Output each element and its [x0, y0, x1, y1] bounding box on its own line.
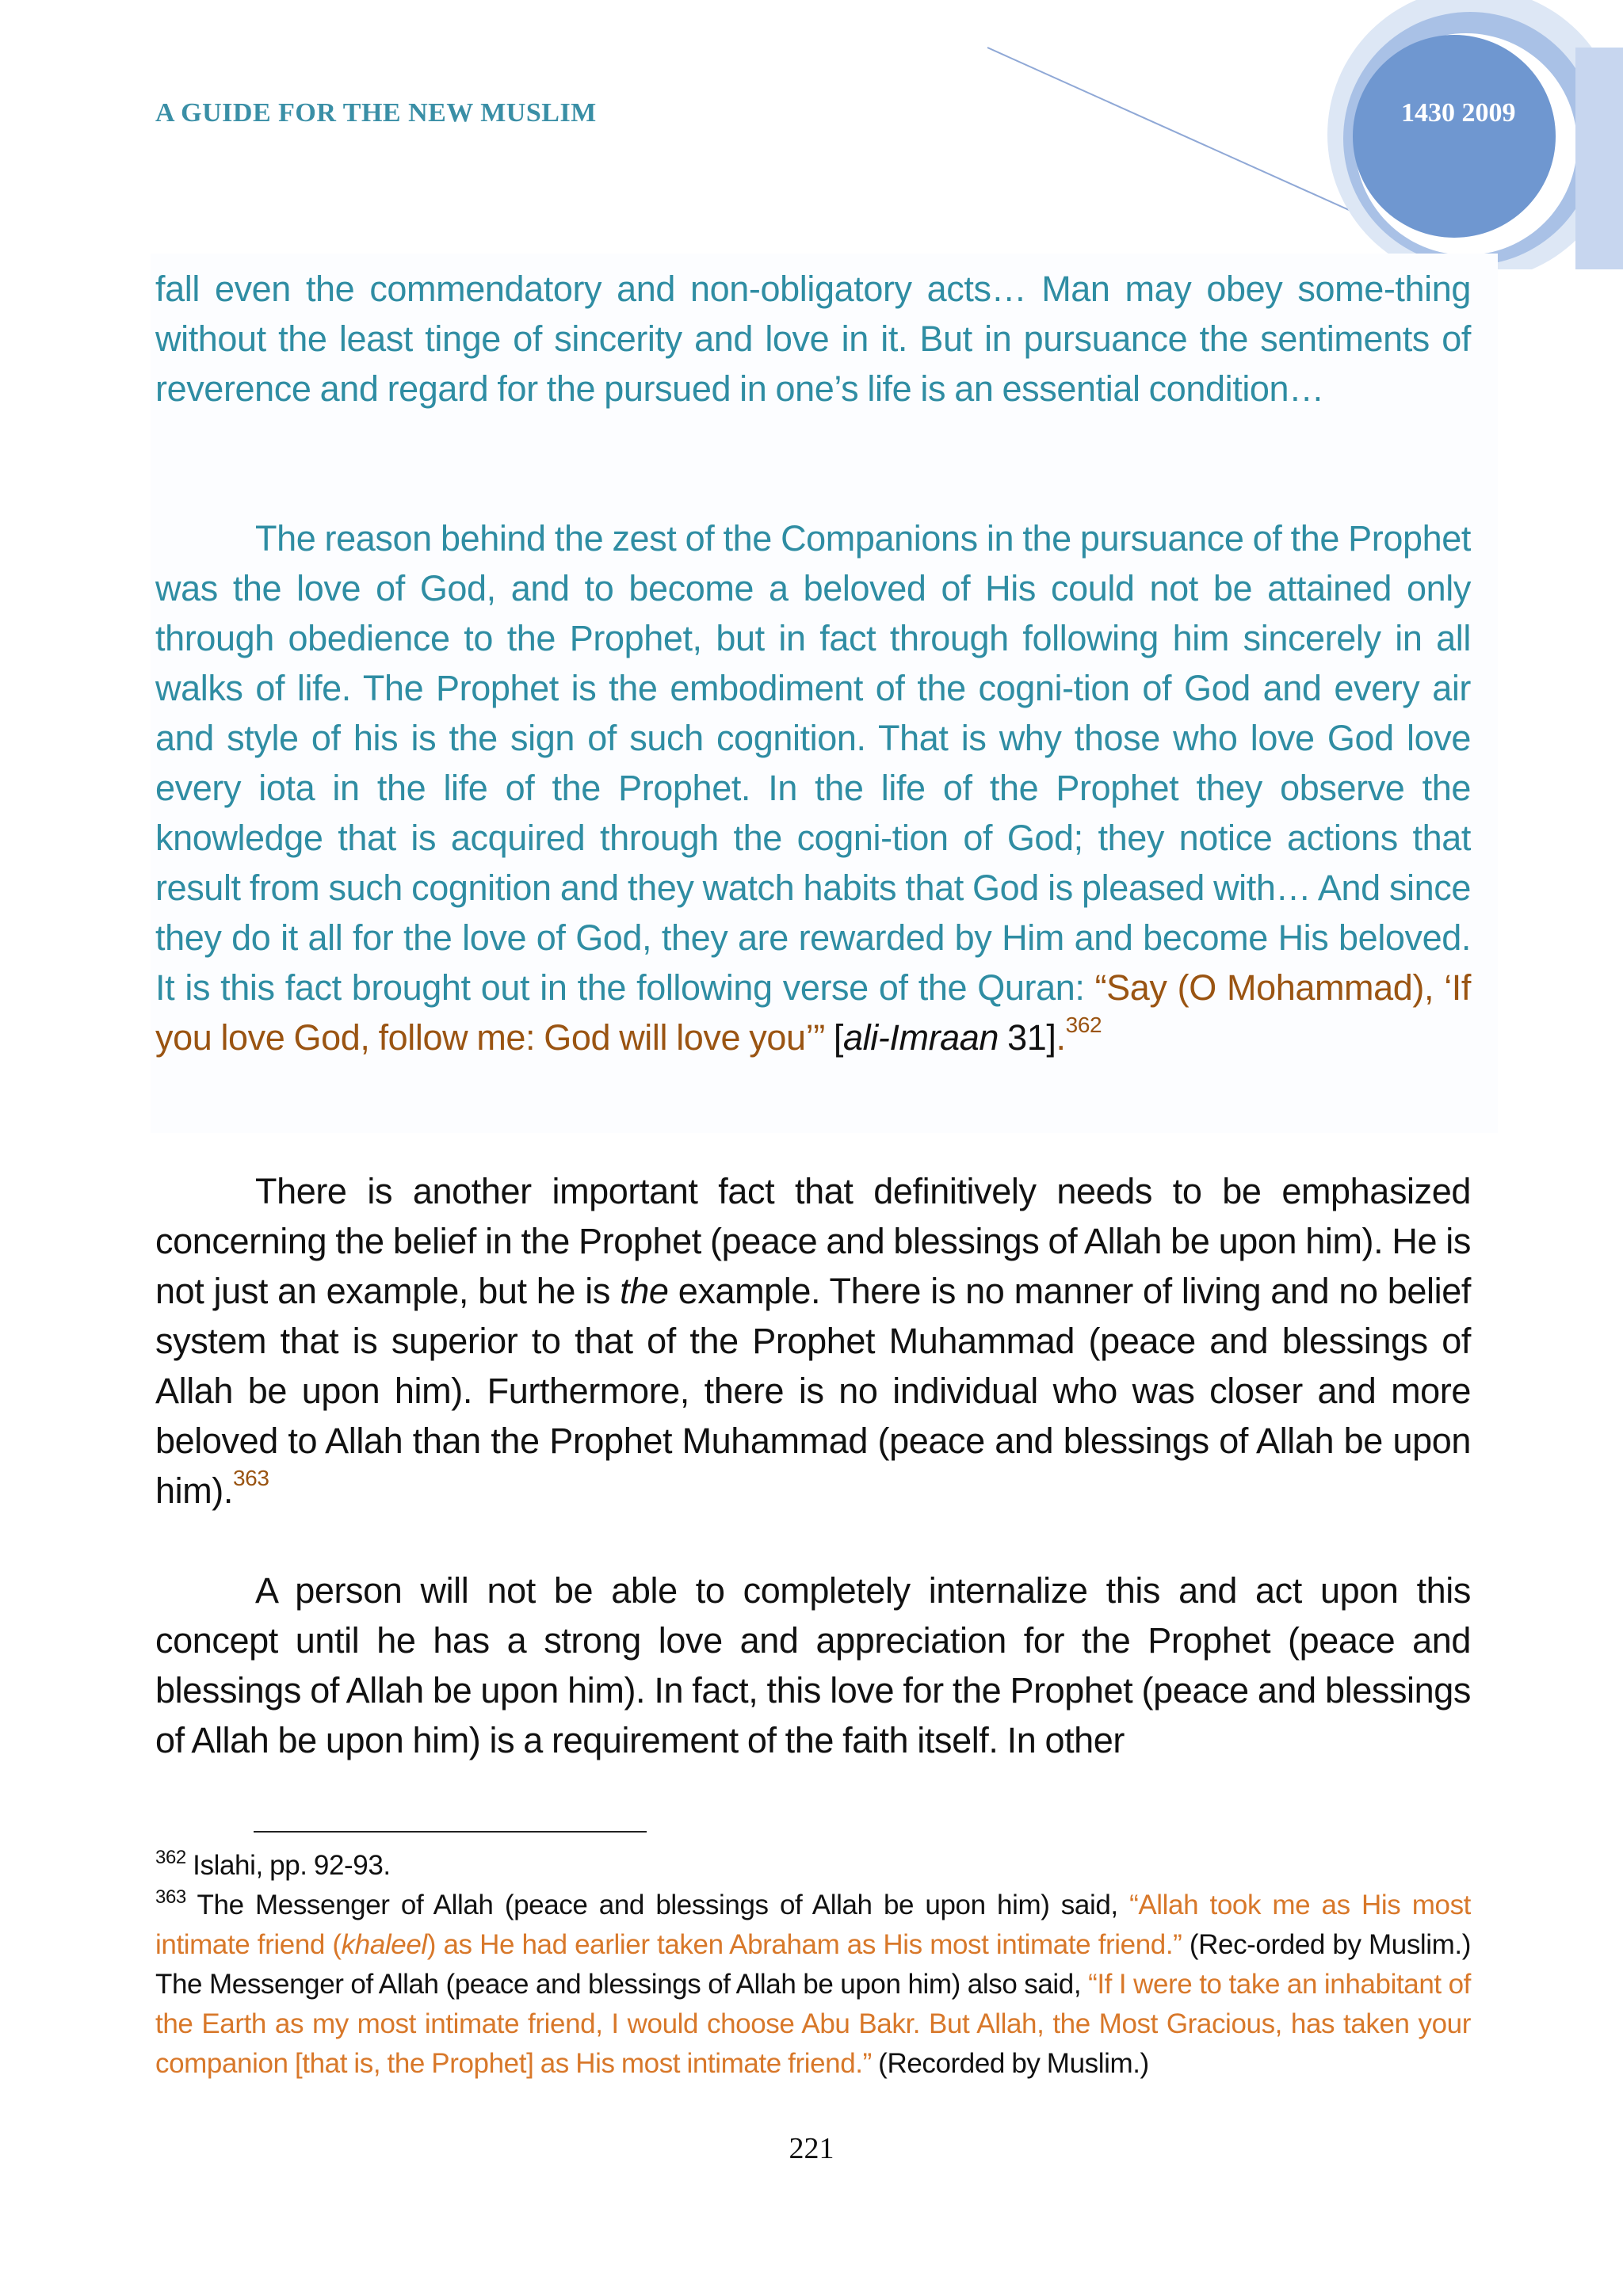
paragraph-the-example: [155, 1166, 1471, 1516]
footnote-separator: [254, 1831, 647, 1833]
running-header-year: 1430 2009: [1401, 98, 1516, 128]
hadith-quote-1: “Allah took me as His most intimate friend (: [155, 1890, 1471, 1960]
paragraph-text: The reason behind the zest of the Companions in the pursuance of the Prophet was the love of God, and to become a beloved of His could not be attained only through obedience to the Prophet, but in fact through following him sincerely in all walks of life. The Prophet is the embodiment of the cogni-tion of God and every air and style of his is the sign of such cognition. That is why those who love God love every iota in the life of the Prophet. In the life of the Prophet they observe the knowledge that is acquired through the cogni-tion of God; they notice actions that result from such cognition and they watch habits that God is pleased with… And since they do it all for the love of God, they are rewarded by Him and become His beloved. It is this fact brought out in the following verse of the Quran:: [155, 518, 1471, 1008]
quran-verse-quote: “Say (O Mohammad), ‘If you love God, follow me: God will love you’”: [155, 967, 1471, 1058]
footnote-number: 363: [155, 1886, 186, 1908]
hadith-quote-1-term: khaleel: [341, 1929, 427, 1960]
footnote-text: (Rec-orded by Muslim.) The Messenger of Allah (peace and blessings of Allah be upon him) also said,: [155, 1929, 1472, 2000]
paragraph-text: example. There is no manner of living and no belief system that is superior to that of the Prophet Muhammad (peace and blessings of Allah be upon him). Furthermore, there is no individual who was closer and more beloved to Allah than the Prophet Muhammad (peace and blessings of Allah be upon him).: [155, 1271, 1471, 1511]
running-header-title: A GUIDE FOR THE NEW MUSLIM: [155, 98, 597, 128]
footnote-ref-362[interactable]: 362: [1065, 1013, 1102, 1037]
footnote-text: (Recorded by Muslim.): [871, 2048, 1149, 2079]
footnote-text: The Messenger of Allah (peace and blessings of Allah be upon him) said,: [185, 1890, 1130, 1920]
header-decoration: [0, 0, 1623, 269]
paragraph-quote-continuation: [155, 264, 1471, 414]
footnote-ref-363[interactable]: 363: [233, 1466, 269, 1490]
paragraph-text: There is another important fact that definitively needs to be emphasized concerning the belief in the Prophet (peace and blessings of Allah be upon him). He is not just an example, but he is: [155, 1171, 1471, 1311]
footnote-number: 362: [155, 1847, 186, 1868]
page-number: 221: [789, 2132, 834, 2165]
verse-reference-close: 31]: [999, 1017, 1056, 1058]
footnote-363: [155, 1886, 1471, 2084]
verse-reference-open: [: [824, 1017, 843, 1058]
paragraph-love-requirement: [155, 1566, 1471, 1765]
footnote-362: [155, 1846, 1471, 1886]
paragraph-companions-love: [155, 513, 1471, 1062]
paragraph-text: fall even the commendatory and non-obligatory acts… Man may obey some-thing without the least tinge of sincerity and love in it. But in pursuance the sentiments of reverence and regard for the pursued in one’s life is an essential condition…: [155, 269, 1471, 409]
hadith-quote-1-end: ) as He had earlier taken Abraham as His most intimate friend.”: [426, 1929, 1182, 1960]
emphasis-the: the: [620, 1271, 669, 1311]
paragraph-text: A person will not be able to completely internalize this and act upon this concept until he has a strong love and appreciation for the Prophet (peace and blessings of Allah be upon him). In fact, this love for the Prophet (peace and blessings of Allah be upon him) is a requirement of the faith itself. In other: [155, 1570, 1471, 1760]
hadith-quote-2: “If I were to take an inhabitant of the Earth as my most intimate friend, I would choose Abu Bakr. But Allah, the Most Gracious, has taken your companion [that is, the Prophet] as His most intimate friend.”: [155, 1969, 1471, 2079]
verse-reference-surah: ali-Imraan: [843, 1017, 999, 1058]
footnotes: [155, 1846, 1471, 2084]
footnote-text: Islahi, pp. 92-93.: [185, 1850, 391, 1881]
period: .: [1056, 1017, 1066, 1058]
